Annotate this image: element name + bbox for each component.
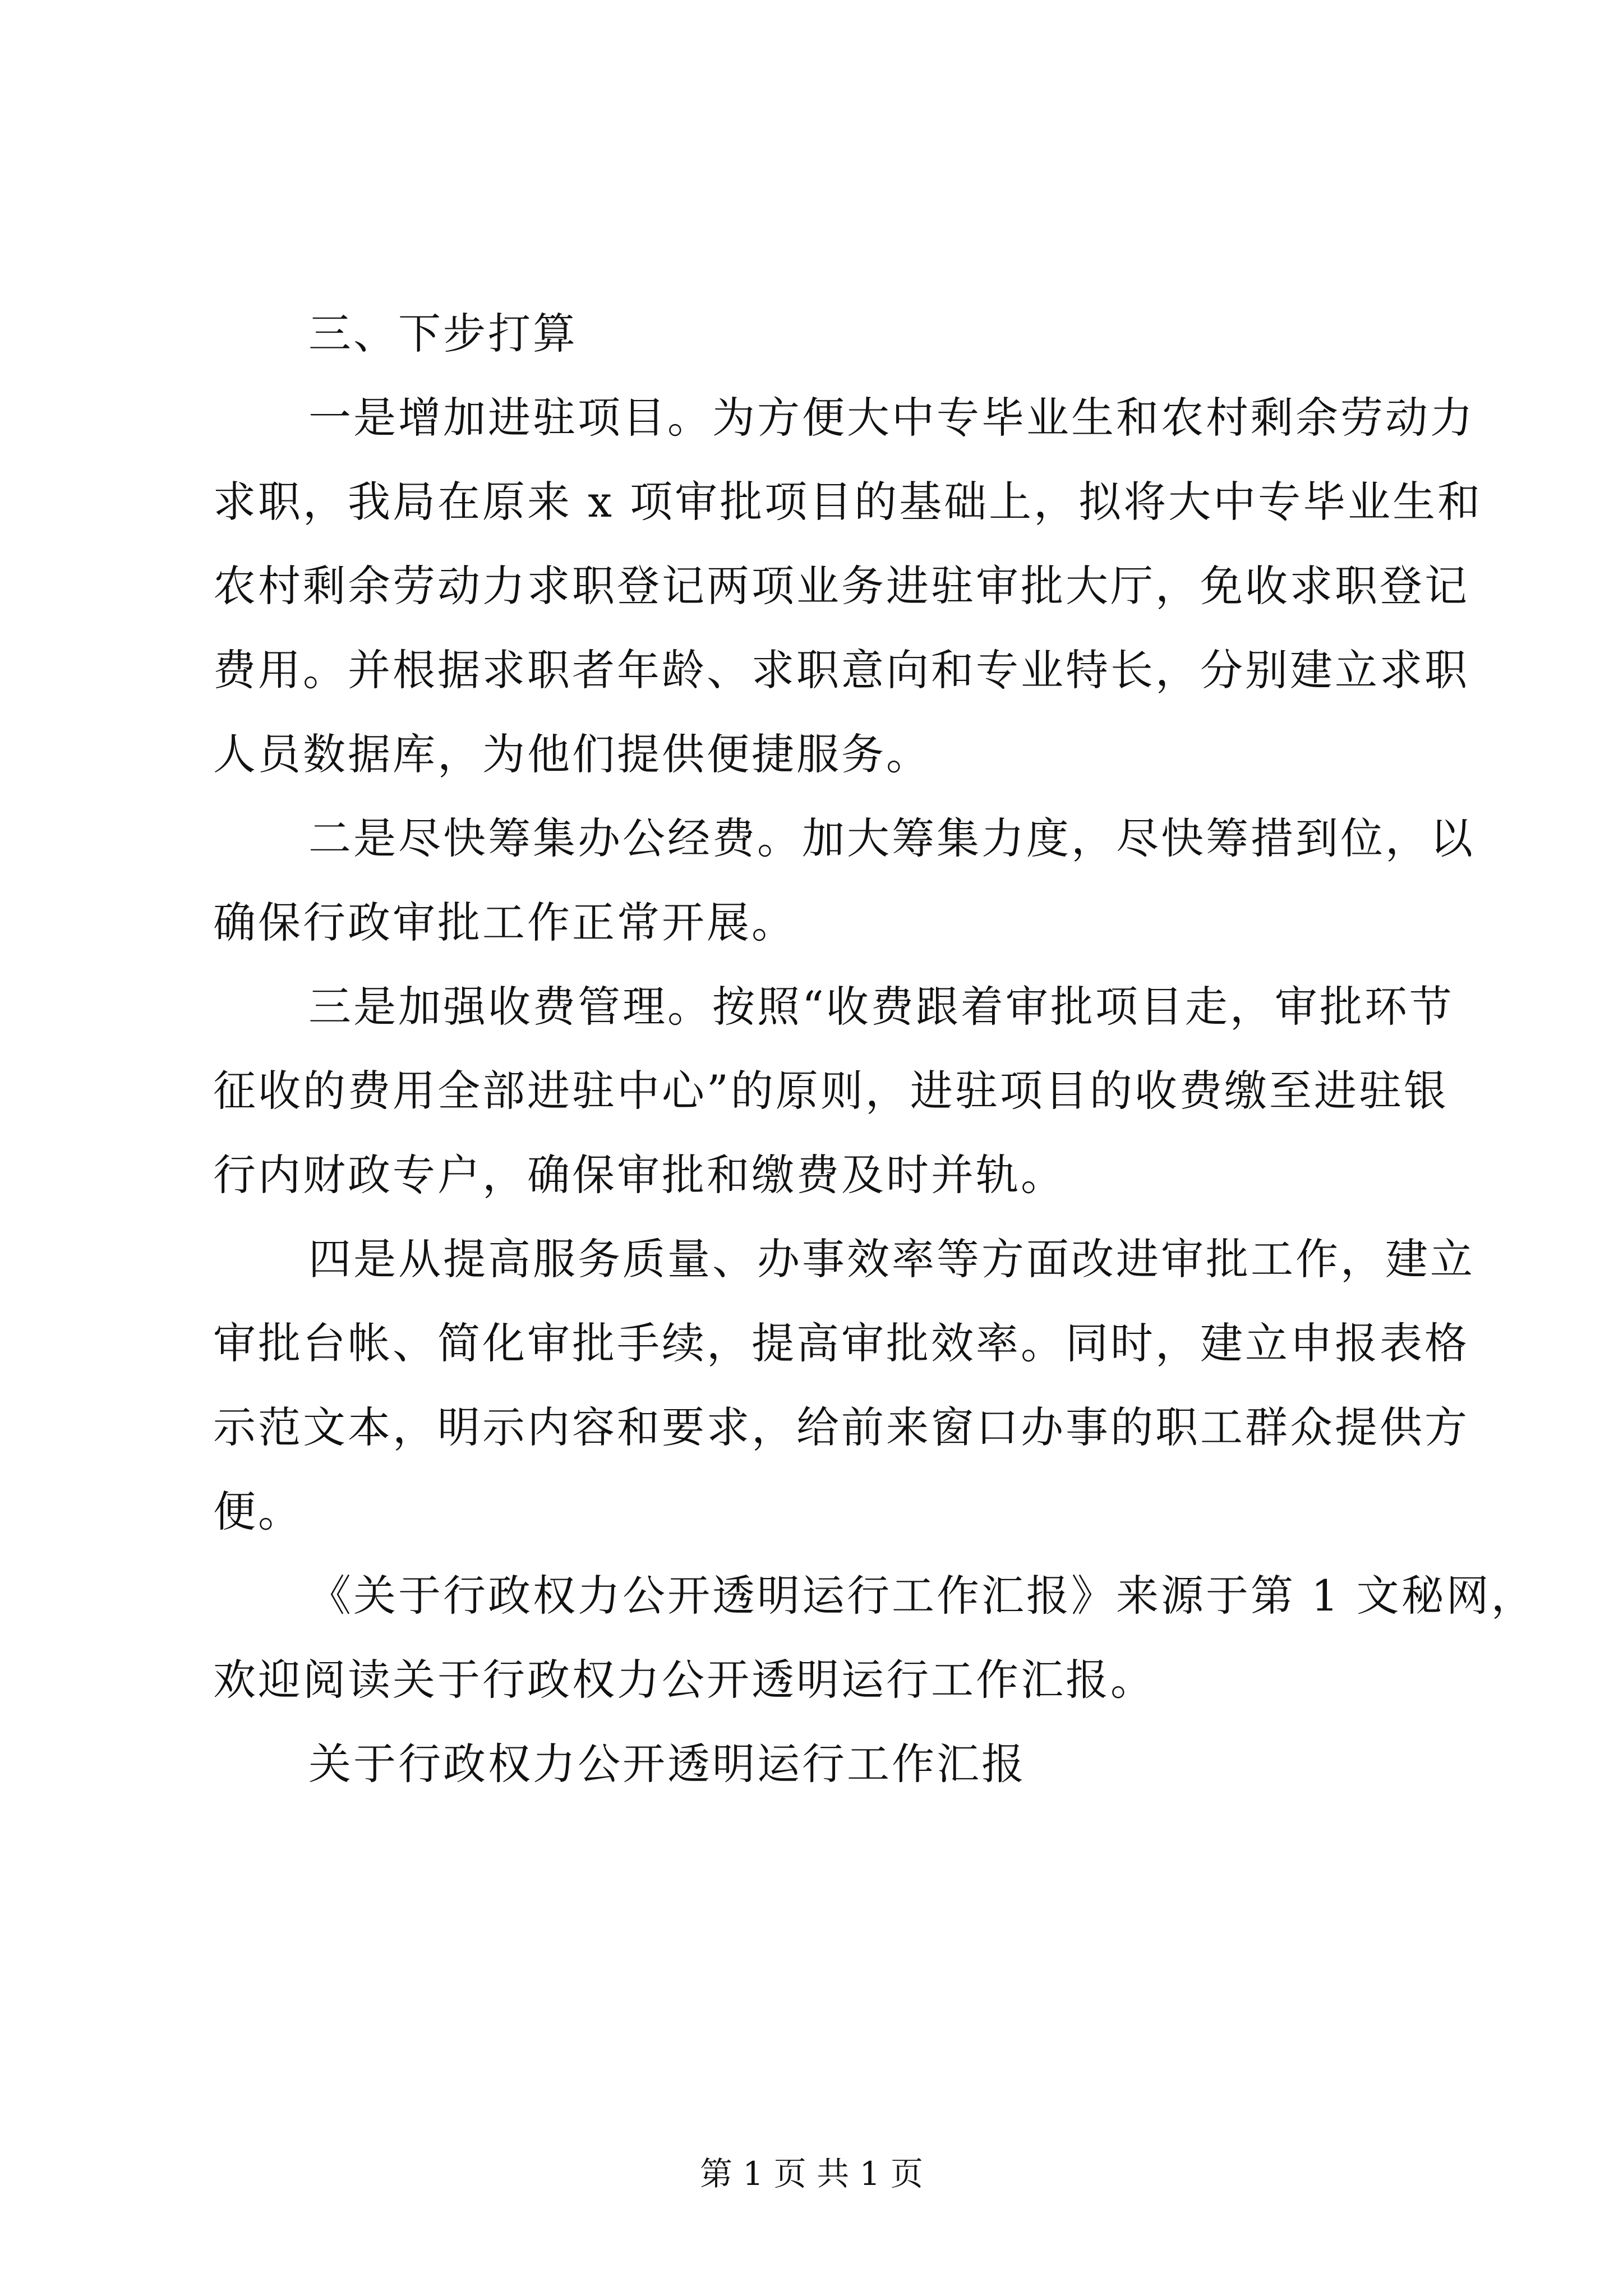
paragraph-3-line-2: 征收的费用全部进驻中心”的原则，进驻项目的收费缴至进驻银 (213, 1066, 1449, 1116)
paragraph-3-line-1: 三是加强收费管理。按照“收费跟着审批项目走，审批环节 (308, 982, 1454, 1032)
paragraph-4-line-2: 审批台帐、简化审批手续，提高审批效率。同时，建立申报表格 (213, 1318, 1469, 1368)
paragraph-1-line-5: 人员数据库，为他们提供便捷服务。 (213, 729, 931, 779)
section-heading: 三、下步打算 (308, 309, 578, 358)
paragraph-1-line-2: 求职，我局在原来 x 项审批项目的基础上，拟将大中专毕业生和 (213, 477, 1483, 527)
paragraph-4-line-1: 四是从提高服务质量、办事效率等方面改进审批工作，建立 (308, 1234, 1475, 1284)
paragraph-4-line-4: 便。 (213, 1487, 303, 1536)
paragraph-1-line-1: 一是增加进驻项目。为方便大中专毕业生和农村剩余劳动力 (308, 393, 1475, 443)
paragraph-2-line-2: 确保行政审批工作正常开展。 (213, 898, 796, 947)
paragraph-4-line-3: 示范文本，明示内容和要求，给前来窗口办事的职工群众提供方 (213, 1402, 1469, 1452)
paragraph-3-line-3: 行内财政专户，确保审批和缴费及时并轨。 (213, 1150, 1066, 1200)
paragraph-5-line-2: 欢迎阅读关于行政权力公开透明运行工作汇报。 (213, 1655, 1155, 1705)
page-footer: 第 1 页 共 1 页 (700, 2155, 923, 2193)
paragraph-5-line-1: 《关于行政权力公开透明运行工作汇报》来源于第 1 文秘网， (308, 1571, 1536, 1621)
paragraph-1-line-3: 农村剩余劳动力求职登记两项业务进驻审批大厅，免收求职登记 (213, 561, 1469, 611)
closing-title: 关于行政权力公开透明运行工作汇报 (308, 1739, 1026, 1789)
paragraph-1-line-4: 费用。并根据求职者年龄、求职意向和专业特长，分别建立求职 (213, 645, 1469, 695)
paragraph-2-line-1: 二是尽快筹集办公经费。加大筹集力度，尽快筹措到位，以 (308, 813, 1475, 863)
